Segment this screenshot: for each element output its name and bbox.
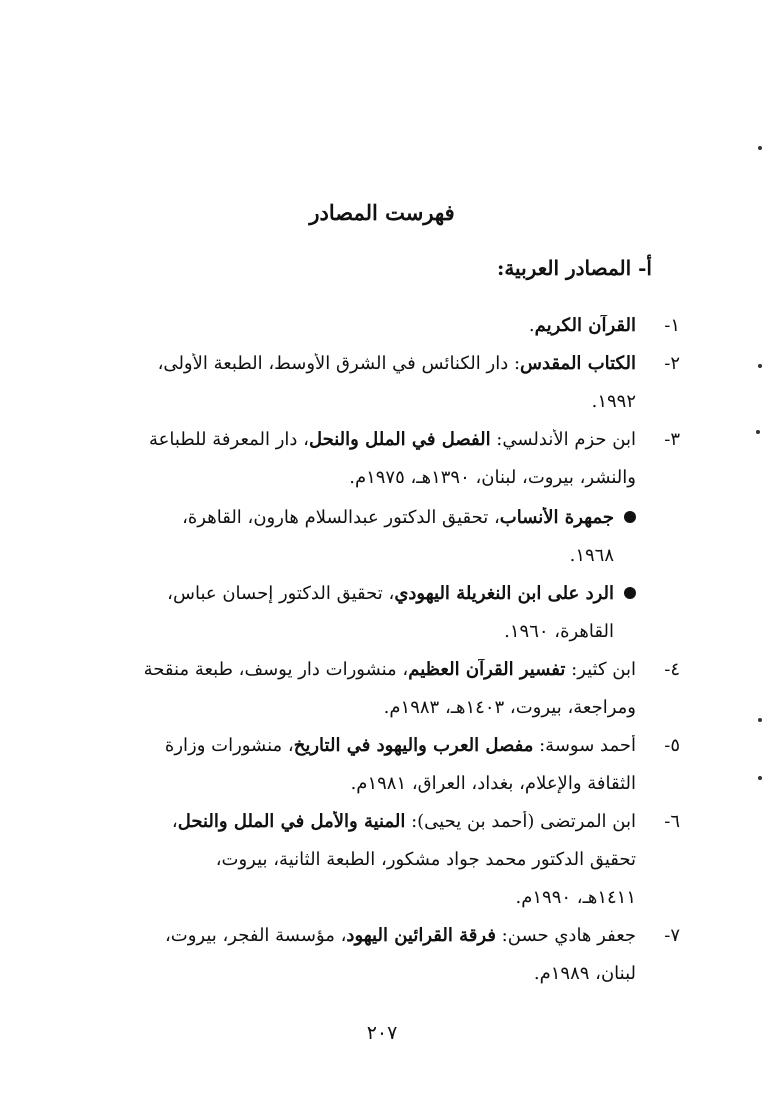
entry-number: ٥-	[664, 734, 680, 756]
scan-speck	[758, 146, 762, 150]
section-heading: أ- المصادر العربية:	[496, 256, 652, 280]
entry-number: ٦-	[664, 810, 680, 832]
source-details: القاهرة، ١٩٦٠.	[504, 620, 614, 642]
entry-number: ٤-	[664, 658, 680, 680]
source-details: ١٤١١هـ، ١٩٩٠م.	[515, 886, 636, 908]
source-details: والنشر، بيروت، لبنان، ١٣٩٠هـ، ١٩٧٥م.	[349, 466, 636, 488]
source-details: ، دار المعرفة للطباعة	[149, 428, 309, 450]
source-title: الفصل في الملل والنحل	[308, 428, 491, 450]
source-title: القرآن الكريم	[534, 314, 636, 336]
source-author: أحمد سوسة:	[533, 734, 636, 756]
page-number: ٢٠٧	[366, 1022, 398, 1044]
scan-speck	[758, 718, 762, 722]
source-details: تحقيق الدكتور محمد جواد مشكور، الطبعة الثانية، بيروت،	[215, 848, 636, 870]
source-details: .	[528, 314, 535, 336]
entry-number: ٧-	[664, 924, 680, 946]
entry-number: ١-	[664, 314, 680, 336]
source-author: ابن كثير:	[565, 658, 636, 680]
source-subentry	[90, 574, 680, 650]
source-details: الثقافة والإعلام، بغداد، العراق، ١٩٨١م.	[350, 772, 636, 794]
source-title: مفصل العرب واليهود في التاريخ	[293, 734, 534, 756]
source-details: : دار الكنائس في الشرق الأوسط، الطبعة الأولى،	[157, 352, 521, 374]
source-entry	[90, 306, 680, 344]
scan-speck	[758, 776, 762, 780]
source-author: جعفر هادي حسن:	[495, 924, 636, 946]
scan-speck	[756, 430, 760, 434]
source-details: ١٩٦٨.	[569, 544, 614, 566]
source-entry	[90, 650, 680, 726]
source-entry	[90, 916, 680, 992]
source-details: ، منشورات وزارة	[164, 734, 294, 756]
source-subentry	[90, 498, 680, 574]
source-details: ومراجعة، بيروت، ١٤٠٣هـ، ١٩٨٣م.	[383, 696, 636, 718]
source-details: ، تحقيق الدكتور عبدالسلام هارون، القاهرة،	[182, 506, 500, 528]
source-details: ، مؤسسة الفجر، بيروت،	[164, 924, 347, 946]
source-title: فرقة القرائين اليهود	[346, 924, 496, 946]
source-entry	[90, 802, 680, 916]
source-title: المنية والأمل في الملل والنحل	[177, 810, 406, 832]
source-entry	[90, 344, 680, 420]
source-details: ١٩٩٢.	[591, 390, 636, 412]
source-title: الكتاب المقدس	[520, 352, 636, 374]
scan-speck	[758, 364, 762, 368]
source-author: ابن المرتضى (أحمد بن يحيى):	[405, 810, 636, 832]
source-details: ، تحقيق الدكتور إحسان عباس،	[167, 582, 395, 604]
source-details: ، منشورات دار يوسف، طبعة منقحة	[143, 658, 409, 680]
bullet-icon	[624, 511, 636, 523]
source-entry	[90, 420, 680, 496]
source-entry	[90, 726, 680, 802]
bullet-icon	[624, 587, 636, 599]
entry-number: ٣-	[664, 428, 680, 450]
source-details: لبنان، ١٩٨٩م.	[533, 962, 636, 984]
source-details: ،	[171, 810, 178, 832]
source-title: جمهرة الأنساب	[499, 506, 614, 528]
entry-number: ٢-	[664, 352, 680, 374]
source-title: الرد على ابن النغريلة اليهودي	[394, 582, 614, 604]
source-title: تفسير القرآن العظيم	[408, 658, 566, 680]
source-author: ابن حزم الأندلسي:	[490, 428, 636, 450]
page-title: فهرست المصادر	[309, 200, 455, 225]
